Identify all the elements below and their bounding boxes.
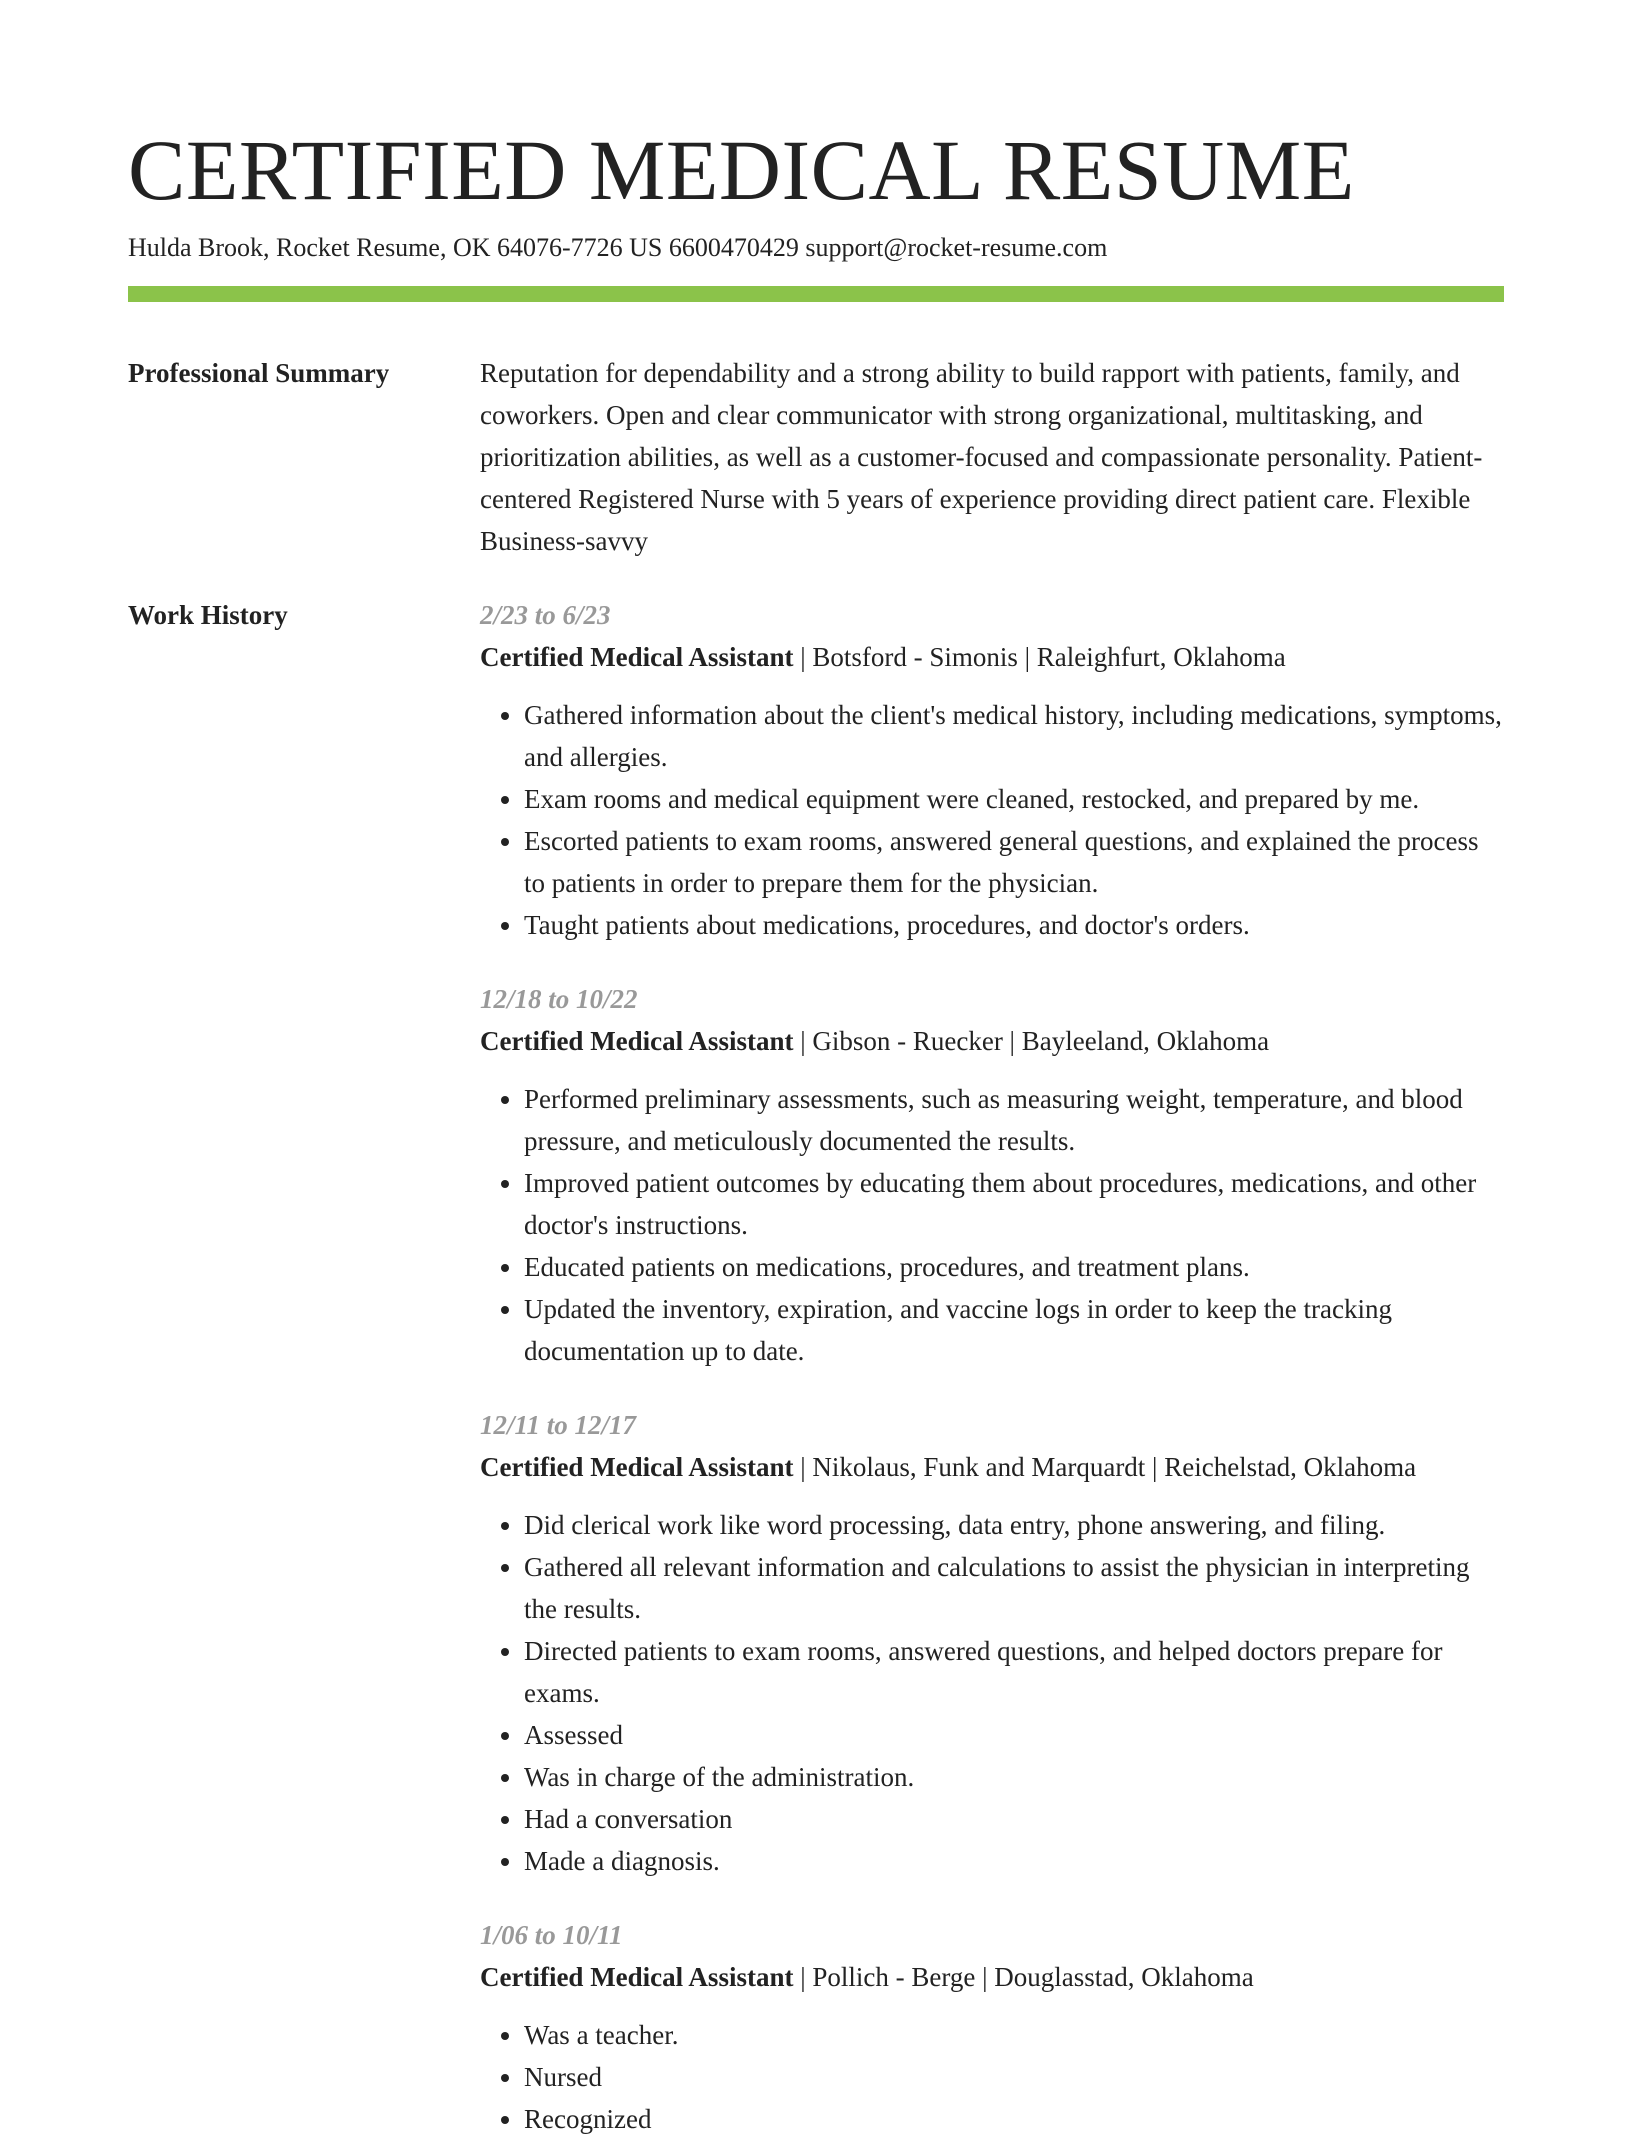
job-entry xyxy=(480,978,1504,1372)
job-dates: 12/18 to 10/22 xyxy=(480,984,638,1014)
job-details: | Gibson - Ruecker | Bayleeland, Oklahoma xyxy=(793,1026,1270,1056)
job-details: | Pollich - Berge | Douglasstad, Oklahoma xyxy=(793,1962,1254,1992)
job-bullets xyxy=(480,694,1504,946)
job-bullet: • Recognized xyxy=(524,2098,1504,2140)
job-bullet: • Did clerical work like word processing, data entry, phone answering, and filing. xyxy=(524,1504,1504,1546)
job-bullets xyxy=(480,1504,1504,1882)
job-list xyxy=(480,594,1504,2140)
job-dates: 2/23 to 6/23 xyxy=(480,600,611,630)
job-heading xyxy=(480,1956,1504,1998)
job-heading xyxy=(480,1446,1504,1488)
job-bullets xyxy=(480,2014,1504,2140)
job-title: Certified Medical Assistant xyxy=(480,1026,794,1056)
job-bullet: • Directed patients to exam rooms, answered questions, and helped doctors prepare for exams. xyxy=(524,1630,1504,1714)
job-bullet: • Assessed xyxy=(524,1714,1504,1756)
job-bullets xyxy=(480,1078,1504,1372)
job-bullet: • Updated the inventory, expiration, and vaccine logs in order to keep the tracking documentation up to date. xyxy=(524,1288,1504,1372)
job-details: | Botsford - Simonis | Raleighfurt, Oklahoma xyxy=(793,642,1286,672)
job-bullet: • Made a diagnosis. xyxy=(524,1840,1504,1882)
job-bullet: • Nursed xyxy=(524,2056,1504,2098)
job-bullet: • Was a teacher. xyxy=(524,2014,1504,2056)
job-dates: 12/11 to 12/17 xyxy=(480,1410,637,1440)
job-dates: 1/06 to 10/11 xyxy=(480,1920,623,1950)
work-history-section xyxy=(128,594,1504,2140)
job-entry xyxy=(480,594,1504,946)
job-title: Certified Medical Assistant xyxy=(480,642,794,672)
job-bullet: • Educated patients on medications, procedures, and treatment plans. xyxy=(524,1246,1504,1288)
work-history-heading: Work History xyxy=(128,600,288,630)
job-bullet: • Was in charge of the administration. xyxy=(524,1756,1504,1798)
job-bullet: • Escorted patients to exam rooms, answered general questions, and explained the process to patients in order to prepare them for the physician. xyxy=(524,820,1504,904)
job-bullet: • Improved patient outcomes by educating them about procedures, medications, and other doctor's instructions. xyxy=(524,1162,1504,1246)
contact-line: Hulda Brook, Rocket Resume, OK 64076-7726 US 6600470429 support@rocket-resume.com xyxy=(128,233,1108,262)
resume-title: CERTIFIED MEDICAL RESUME xyxy=(128,122,1355,218)
job-bullet: • Performed preliminary assessments, such as measuring weight, temperature, and blood pressure, and meticulously documented the results. xyxy=(524,1078,1504,1162)
resume-page xyxy=(128,120,1504,2140)
job-heading xyxy=(480,1020,1504,1062)
summary-section xyxy=(128,352,1504,562)
summary-heading: Professional Summary xyxy=(128,358,390,388)
job-bullet: • Gathered all relevant information and calculations to assist the physician in interpreting the results. xyxy=(524,1546,1504,1630)
job-bullet: • Had a conversation xyxy=(524,1798,1504,1840)
job-bullet: • Gathered information about the client's medical history, including medications, symptoms, and allergies. xyxy=(524,694,1504,778)
accent-divider xyxy=(128,286,1504,302)
job-entry xyxy=(480,1914,1504,2140)
job-heading xyxy=(480,636,1504,678)
job-bullet: • Exam rooms and medical equipment were cleaned, restocked, and prepared by me. xyxy=(524,778,1504,820)
job-details: | Nikolaus, Funk and Marquardt | Reichelstad, Oklahoma xyxy=(793,1452,1417,1482)
job-entry xyxy=(480,1404,1504,1882)
summary-text: Reputation for dependability and a strong ability to build rapport with patients, family, and coworkers. Open and clear communicator with strong organizational, multitasking, and prioritization abilities, as well as a customer-focused and compassionate personality. Patient-centered Registered Nurse with 5 years of experience providing direct patient care. Flexible Business-savvy xyxy=(480,358,1483,556)
job-title: Certified Medical Assistant xyxy=(480,1452,794,1482)
job-title: Certified Medical Assistant xyxy=(480,1962,794,1992)
job-bullet: • Taught patients about medications, procedures, and doctor's orders. xyxy=(524,904,1504,946)
